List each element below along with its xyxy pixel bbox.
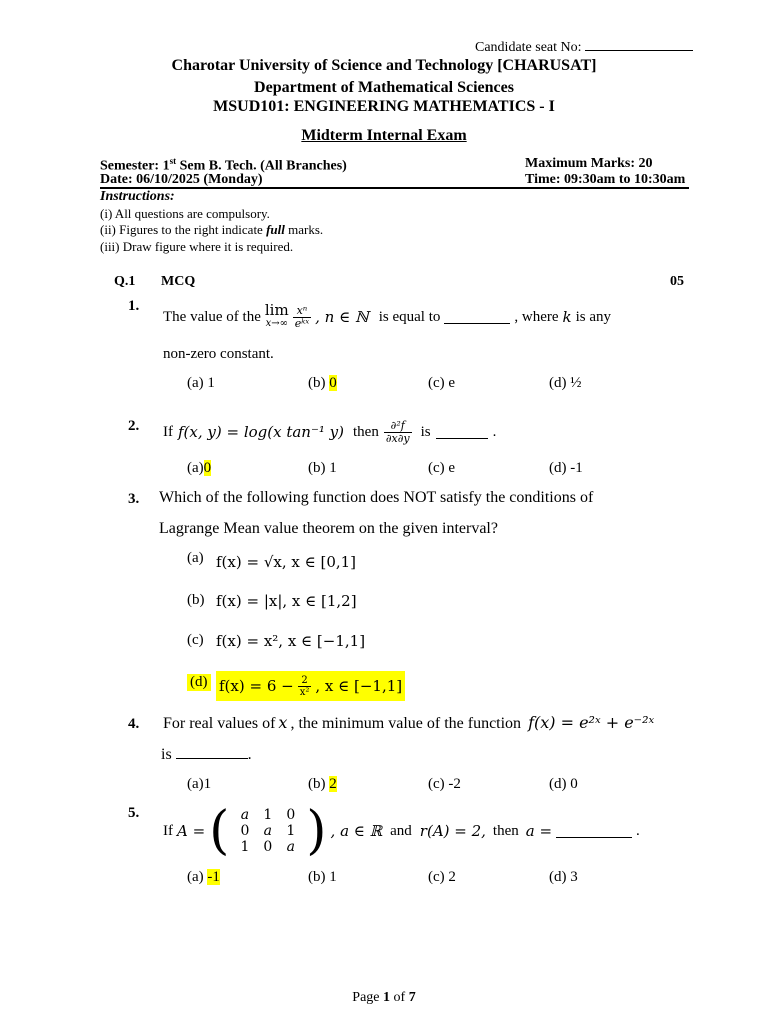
section-label: Q.1: [114, 274, 136, 289]
question-number: 2.: [128, 418, 140, 434]
option-b: (b) 1: [308, 869, 337, 885]
matrix-cell: a: [263, 823, 273, 839]
option-d: (d) -1: [549, 460, 583, 476]
matrix-cell: 1: [286, 823, 296, 839]
university-name: Charotar University of Science and Technology [CHARUSAT]: [171, 57, 597, 74]
option-a: (a) 1: [187, 375, 215, 391]
option-a: f(x) = √x, x ∈ [0,1]: [216, 553, 357, 571]
matrix-cell: 1: [263, 807, 273, 823]
course-title: MSUD101: ENGINEERING MATHEMATICS - I: [213, 98, 555, 115]
option-d: f(x) = 6 − $\frac{2}{\text{x²}}$ , x ∈ [−1,1]: [216, 671, 405, 701]
exam-date: Date: 06/10/2025 (Monday): [100, 172, 263, 187]
option-a: (a)0: [187, 460, 212, 476]
instruction-2: (ii) Figures to the right indicate full marks.: [100, 222, 324, 237]
limit-operator: lim x→∞: [264, 301, 289, 329]
answer-blank: [176, 746, 248, 759]
option-c: (c) -2: [428, 776, 461, 792]
option-d-fraction: $\frac{2}{\text{x²}}$: [299, 674, 310, 698]
option-b: (b) 0: [308, 375, 337, 391]
exam-title: Midterm Internal Exam: [301, 127, 467, 144]
question-1-line2: non-zero constant.: [163, 346, 274, 362]
matrix-cell: 0: [263, 839, 273, 855]
option-b: (b) 1: [308, 460, 337, 476]
left-paren: (: [209, 801, 230, 861]
question-4-line2: is .: [161, 746, 252, 763]
option-a-label: (a): [187, 550, 204, 566]
instructions-title: Instructions:: [100, 189, 175, 204]
right-paren: ): [306, 801, 327, 861]
matrix-cell: a: [286, 839, 295, 855]
matrix-cell: 1: [240, 839, 250, 855]
option-b: (b) 2: [308, 776, 337, 792]
option-a: (a)1: [187, 776, 212, 792]
answer-blank: [556, 825, 632, 838]
answer-blank: [436, 426, 488, 439]
option-c: (c) e: [428, 460, 456, 476]
option-d: (d) 3: [549, 869, 578, 885]
option-c: f(x) = x², x ∈ [−1,1]: [216, 632, 366, 650]
maximum-marks: Maximum Marks: 20: [525, 156, 653, 171]
matrix-cell: 0: [240, 823, 250, 839]
section-marks: 05: [670, 274, 684, 289]
exam-time: Time: 09:30am to 10:30am: [525, 172, 686, 187]
option-c: (c) e: [428, 375, 456, 391]
question-number: 4.: [128, 716, 140, 732]
answer-highlight: 2: [329, 776, 337, 792]
header-divider: [100, 187, 689, 189]
partial-derivative-fraction: $\frac{\text{∂²f}}{\partial x\partial y}$: [385, 418, 410, 445]
question-2-text: If f(x, y) = log(x tan⁻¹ y) then $\frac{\text{∂²f}}{\partial x\partial y}$ is .: [163, 418, 497, 445]
answer-highlight: -1: [207, 869, 220, 885]
matrix-cell: a: [240, 807, 250, 823]
matrix-A: [233, 807, 302, 855]
instruction-3: (iii) Draw figure where it is required.: [100, 239, 294, 254]
question-3-line1: Which of the following function does NOT satisfy the conditions of: [159, 489, 594, 506]
semester-info: Semester: 1st Sem B. Tech. (All Branches): [100, 156, 347, 174]
section-title: MCQ: [161, 274, 196, 289]
page-footer: Page 1 of 7: [352, 990, 416, 1005]
candidate-seat-label: Candidate seat No:: [475, 38, 693, 56]
limit-fraction: $\frac{\text{xⁿ}}{\text{eᵏˣ}}$: [294, 303, 310, 330]
question-5-text: If A = ( a 1 0 0 a 1 1 0 a ) , a ∈ ℝ and r(A) = 2, then a = .: [163, 801, 640, 861]
matrix-cell: 0: [286, 807, 296, 823]
question-4-text: For real values of x , the minimum value of the function f(x) = e²ˣ + e⁻²ˣ: [163, 713, 655, 732]
answer-highlight: 0: [329, 375, 337, 391]
seat-number-blank: [585, 38, 693, 51]
option-b: f(x) = |x|, x ∈ [1,2]: [216, 592, 357, 610]
option-b-label: (b): [187, 592, 205, 608]
answer-blank: [444, 311, 510, 324]
question-1-text: The value of the lim x→∞ $\frac{\text{xⁿ}}{\text{eᵏˣ}}$ , n ∈ ℕ is equal to , where k is any: [163, 301, 612, 330]
option-c-label: (c): [187, 632, 204, 648]
question-number: 1.: [128, 298, 140, 314]
option-a: (a) -1: [187, 869, 220, 885]
question-number: 5.: [128, 805, 140, 821]
question-3-line2: Lagrange Mean value theorem on the given interval?: [159, 520, 498, 537]
option-d: (d) 0: [549, 776, 578, 792]
option-c: (c) 2: [428, 869, 456, 885]
option-d-label: (d): [187, 674, 211, 691]
question-number: 3.: [128, 491, 140, 507]
department-name: Department of Mathematical Sciences: [254, 79, 514, 96]
option-d: (d) ½: [549, 375, 582, 391]
instruction-1: (i) All questions are compulsory.: [100, 206, 270, 221]
answer-highlight: 0: [203, 460, 212, 476]
